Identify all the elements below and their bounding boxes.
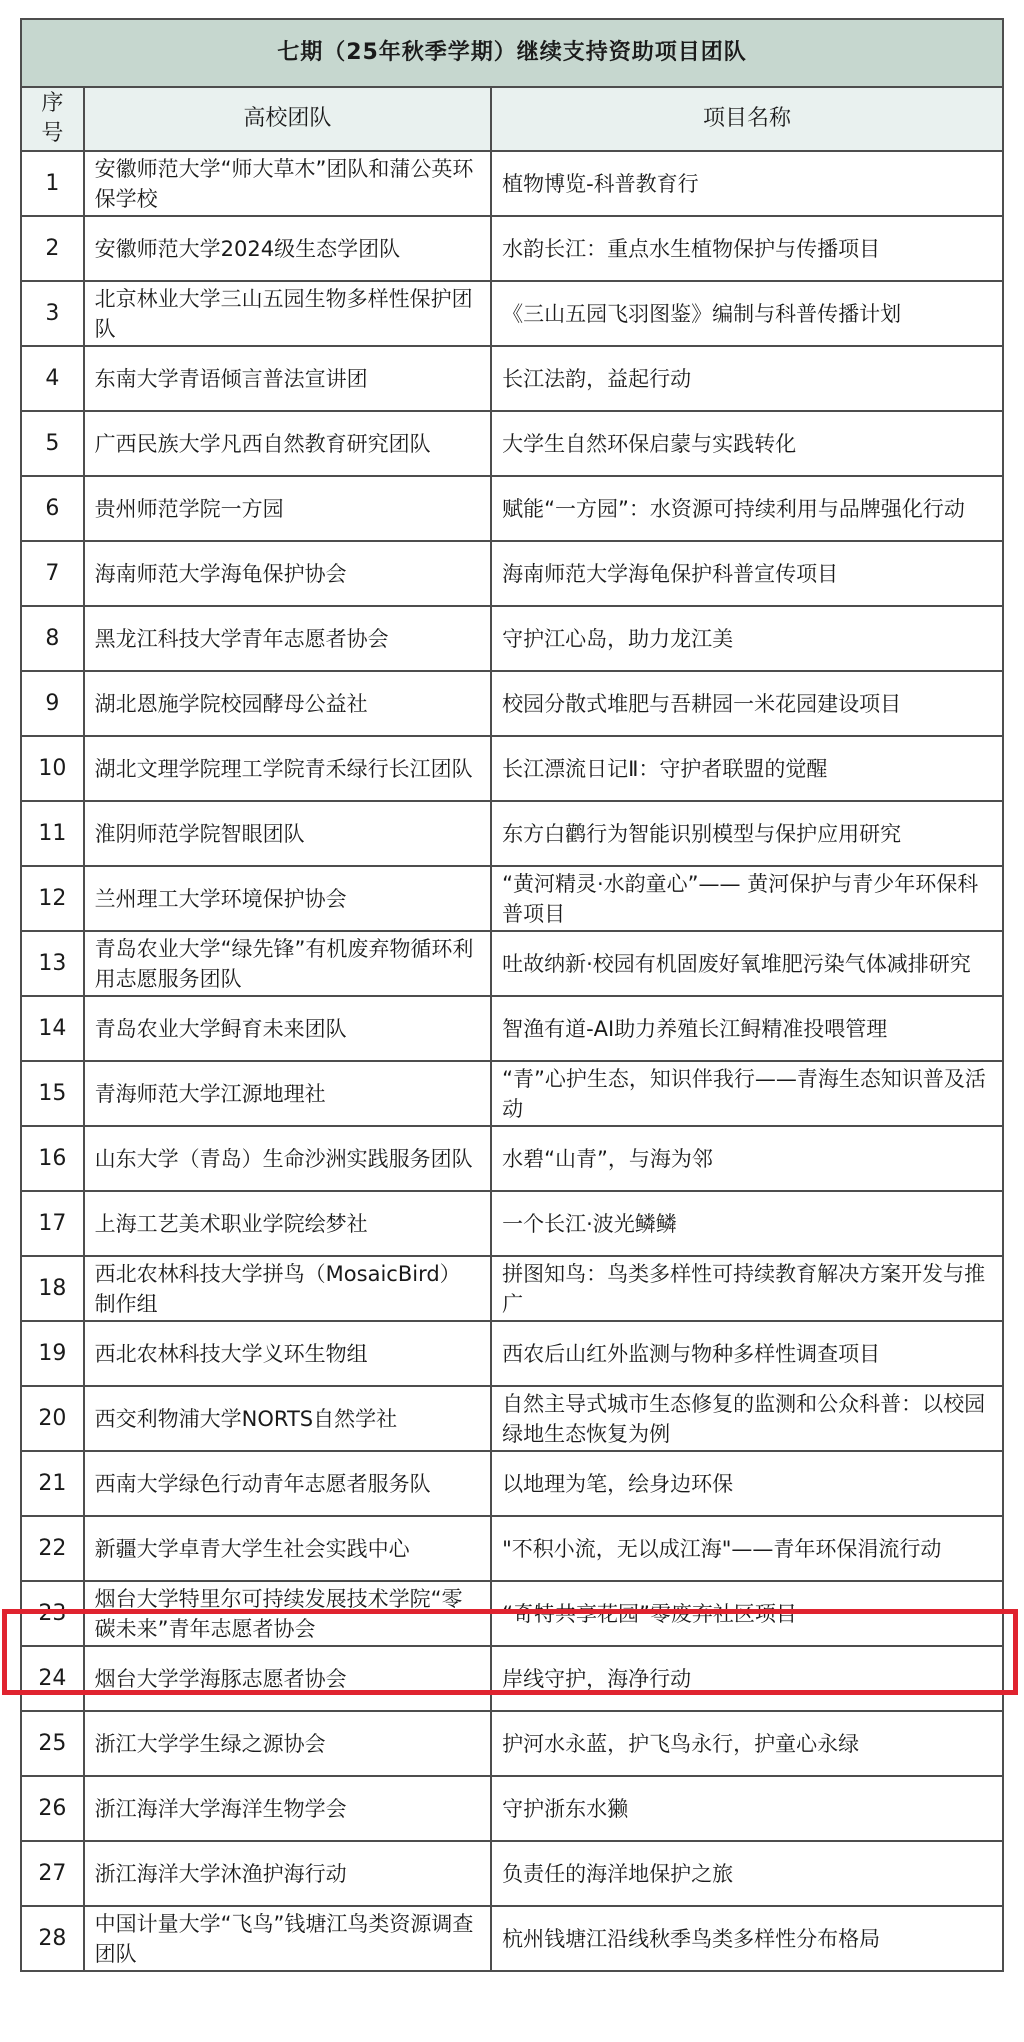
row-project: 护河水永蓝，护飞鸟永行，护童心永绿 <box>491 1711 1003 1776</box>
row-team: 青岛农业大学“绿先锋”有机废弃物循环利用志愿服务团队 <box>84 931 491 996</box>
row-team: 烟台大学学海豚志愿者协会 <box>84 1646 491 1711</box>
row-number: 24 <box>21 1646 84 1711</box>
table-row <box>21 151 1003 216</box>
row-number: 19 <box>21 1321 84 1386</box>
table-row <box>21 411 1003 476</box>
row-team: 安徽师范大学“师大草木”团队和蒲公英环保学校 <box>84 151 491 216</box>
row-project: 负责任的海洋地保护之旅 <box>491 1841 1003 1906</box>
table-title: 七期（25年秋季学期）继续支持资助项目团队 <box>21 19 1003 87</box>
row-team: 北京林业大学三山五园生物多样性保护团队 <box>84 281 491 346</box>
table-row <box>21 1386 1003 1451</box>
row-number: 25 <box>21 1711 84 1776</box>
row-number: 20 <box>21 1386 84 1451</box>
row-team: 青岛农业大学鲟育未来团队 <box>84 996 491 1061</box>
row-project: 赋能“一方园”：水资源可持续利用与品牌强化行动 <box>491 476 1003 541</box>
row-project: 校园分散式堆肥与吾耕园一米花园建设项目 <box>491 671 1003 736</box>
table-row <box>21 1516 1003 1581</box>
row-number: 23 <box>21 1581 84 1646</box>
table-row <box>21 1451 1003 1516</box>
row-project: 自然主导式城市生态修复的监测和公众科普：以校园绿地生态恢复为例 <box>491 1386 1003 1451</box>
row-team: 西南大学绿色行动青年志愿者服务队 <box>84 1451 491 1516</box>
table-row <box>21 866 1003 931</box>
table-title-row <box>21 19 1003 87</box>
table-header-row <box>21 87 1003 151</box>
table-body <box>21 151 1003 1971</box>
row-project: 守护江心岛，助力龙江美 <box>491 606 1003 671</box>
table-row <box>21 541 1003 606</box>
row-project: 岸线守护，海净行动 <box>491 1646 1003 1711</box>
row-project: 一个长江·波光鳞鳞 <box>491 1191 1003 1256</box>
row-number: 5 <box>21 411 84 476</box>
table-row <box>21 1776 1003 1841</box>
table-row <box>21 736 1003 801</box>
row-number: 8 <box>21 606 84 671</box>
table-row <box>21 1646 1003 1711</box>
row-team: 烟台大学特里尔可持续发展技术学院“零碳未来”青年志愿者协会 <box>84 1581 491 1646</box>
row-number: 7 <box>21 541 84 606</box>
row-number: 26 <box>21 1776 84 1841</box>
table-row <box>21 1191 1003 1256</box>
row-team: 湖北恩施学院校园酵母公益社 <box>84 671 491 736</box>
row-team: 海南师范大学海龟保护协会 <box>84 541 491 606</box>
row-project: 大学生自然环保启蒙与实践转化 <box>491 411 1003 476</box>
row-team: 青海师范大学江源地理社 <box>84 1061 491 1126</box>
row-team: 浙江海洋大学沐渔护海行动 <box>84 1841 491 1906</box>
row-number: 14 <box>21 996 84 1061</box>
row-number: 16 <box>21 1126 84 1191</box>
table-row <box>21 606 1003 671</box>
funded-teams-table <box>20 18 1004 1972</box>
table-row <box>21 216 1003 281</box>
row-number: 22 <box>21 1516 84 1581</box>
row-number: 28 <box>21 1906 84 1971</box>
table-row <box>21 1841 1003 1906</box>
row-team: 东南大学青语倾言普法宣讲团 <box>84 346 491 411</box>
row-team: 浙江大学学生绿之源协会 <box>84 1711 491 1776</box>
header-num: 序号 <box>21 87 84 151</box>
row-number: 17 <box>21 1191 84 1256</box>
row-team: 兰州理工大学环境保护协会 <box>84 866 491 931</box>
row-number: 18 <box>21 1256 84 1321</box>
row-number: 9 <box>21 671 84 736</box>
row-number: 27 <box>21 1841 84 1906</box>
row-project: 海南师范大学海龟保护科普宣传项目 <box>491 541 1003 606</box>
row-team: 西北农林科技大学拼鸟（MosaicBird）制作组 <box>84 1256 491 1321</box>
row-number: 13 <box>21 931 84 996</box>
table-row <box>21 1126 1003 1191</box>
row-project: “奇特共享花园”零废弃社区项目 <box>491 1581 1003 1646</box>
row-team: 山东大学（青岛）生命沙洲实践服务团队 <box>84 1126 491 1191</box>
row-number: 6 <box>21 476 84 541</box>
row-team: 新疆大学卓青大学生社会实践中心 <box>84 1516 491 1581</box>
row-project: 智渔有道-AI助力养殖长江鲟精准投喂管理 <box>491 996 1003 1061</box>
row-number: 10 <box>21 736 84 801</box>
table-row <box>21 931 1003 996</box>
table-row <box>21 346 1003 411</box>
row-team: 黑龙江科技大学青年志愿者协会 <box>84 606 491 671</box>
row-team: 西交利物浦大学NORTS自然学社 <box>84 1386 491 1451</box>
row-project: 东方白鹳行为智能识别模型与保护应用研究 <box>491 801 1003 866</box>
table-row <box>21 671 1003 736</box>
row-team: 贵州师范学院一方园 <box>84 476 491 541</box>
table-row <box>21 1321 1003 1386</box>
table-row <box>21 1256 1003 1321</box>
row-number: 1 <box>21 151 84 216</box>
row-project: 水韵长江：重点水生植物保护与传播项目 <box>491 216 1003 281</box>
row-team: 西北农林科技大学义环生物组 <box>84 1321 491 1386</box>
row-project: 西农后山红外监测与物种多样性调查项目 <box>491 1321 1003 1386</box>
row-number: 3 <box>21 281 84 346</box>
row-number: 4 <box>21 346 84 411</box>
table-row <box>21 1906 1003 1971</box>
row-number: 15 <box>21 1061 84 1126</box>
table-row <box>21 996 1003 1061</box>
row-number: 2 <box>21 216 84 281</box>
row-team: 安徽师范大学2024级生态学团队 <box>84 216 491 281</box>
header-project: 项目名称 <box>491 87 1003 151</box>
row-team: 浙江海洋大学海洋生物学会 <box>84 1776 491 1841</box>
row-team: 广西民族大学凡西自然教育研究团队 <box>84 411 491 476</box>
row-project: 《三山五园飞羽图鉴》编制与科普传播计划 <box>491 281 1003 346</box>
row-number: 11 <box>21 801 84 866</box>
row-project: “黄河精灵·水韵童心”—— 黄河保护与青少年环保科普项目 <box>491 866 1003 931</box>
table-row <box>21 801 1003 866</box>
row-team: 上海工艺美术职业学院绘梦社 <box>84 1191 491 1256</box>
row-project: 拼图知鸟：鸟类多样性可持续教育解决方案开发与推广 <box>491 1256 1003 1321</box>
row-team: 湖北文理学院理工学院青禾绿行长江团队 <box>84 736 491 801</box>
table-row <box>21 1061 1003 1126</box>
row-project: 长江法韵，益起行动 <box>491 346 1003 411</box>
row-number: 21 <box>21 1451 84 1516</box>
row-project: 植物博览-科普教育行 <box>491 151 1003 216</box>
row-project: 守护浙东水獭 <box>491 1776 1003 1841</box>
row-project: 杭州钱塘江沿线秋季鸟类多样性分布格局 <box>491 1906 1003 1971</box>
table-row <box>21 476 1003 541</box>
row-team: 中国计量大学“飞鸟”钱塘江鸟类资源调查团队 <box>84 1906 491 1971</box>
row-project: 长江漂流日记Ⅱ：守护者联盟的觉醒 <box>491 736 1003 801</box>
table-row <box>21 1581 1003 1646</box>
table-row <box>21 281 1003 346</box>
row-project: 以地理为笔，绘身边环保 <box>491 1451 1003 1516</box>
row-project: 水碧“山青”，与海为邻 <box>491 1126 1003 1191</box>
row-project: "不积小流，无以成江海"——青年环保涓流行动 <box>491 1516 1003 1581</box>
row-project: 吐故纳新·校园有机固废好氧堆肥污染气体减排研究 <box>491 931 1003 996</box>
row-team: 淮阴师范学院智眼团队 <box>84 801 491 866</box>
table-row <box>21 1711 1003 1776</box>
row-project: “青”心护生态，知识伴我行——青海生态知识普及活动 <box>491 1061 1003 1126</box>
header-team: 高校团队 <box>84 87 491 151</box>
row-number: 12 <box>21 866 84 931</box>
